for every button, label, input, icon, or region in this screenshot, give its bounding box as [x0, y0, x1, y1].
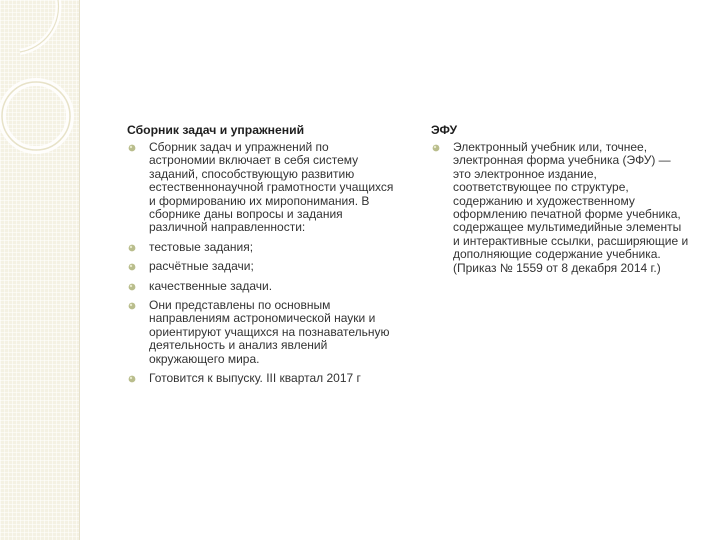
list-item [127, 241, 397, 254]
bullet-icon [128, 283, 136, 291]
list-item-text: Электронный учебник или, точнее, электронная форма учебника (ЭФУ) — это электронное издание, соответствующее по структуре, содержанию и художественному оформлению печатной форме учебника, содержащее мультимедийные элементы и интерактивные ссылки, расширяющие и дополняющие содержание учебника. (Приказ № 1559 от 8 декабря 2014 г.) [453, 140, 689, 275]
bullet-icon [128, 302, 136, 310]
list-item [127, 299, 397, 366]
list-item [127, 260, 397, 273]
right-column [431, 122, 691, 281]
bullet-icon [128, 263, 136, 271]
bullet-icon [128, 375, 136, 383]
left-column-title: Сборник задач и упражнений [127, 123, 305, 137]
list-item-text: расчётные задачи; [149, 259, 254, 274]
bullet-icon [128, 144, 136, 152]
bullet-icon [128, 244, 136, 252]
list-item [431, 141, 691, 275]
list-item-text: Готовится к выпуску. III квартал 2017 г [149, 371, 361, 386]
list-item-text: Сборник задач и упражнений по астрономии включает в себя систему заданий, способствующую развитию естественнонаучной грамотности учащихся и формированию их миропонимания. В сборнике даны вопросы и задания различной направленности: [149, 140, 394, 235]
bullet-icon [432, 144, 440, 152]
left-bullet-list [127, 141, 397, 386]
right-bullet-list [431, 141, 691, 275]
list-item [127, 280, 397, 293]
right-column-title: ЭФУ [431, 123, 458, 137]
decorative-circles [0, 0, 90, 200]
list-item-text: Они представлены по основным направлениям астрономической науки и ориентируют учащихся на познавательную деятельность и анализ явлений окружающего мира. [149, 298, 390, 366]
list-item-text: качественные задачи. [149, 278, 273, 293]
list-item [127, 372, 397, 385]
list-item [127, 141, 397, 235]
left-column [127, 122, 397, 392]
list-item-text: тестовые задания; [149, 239, 254, 254]
